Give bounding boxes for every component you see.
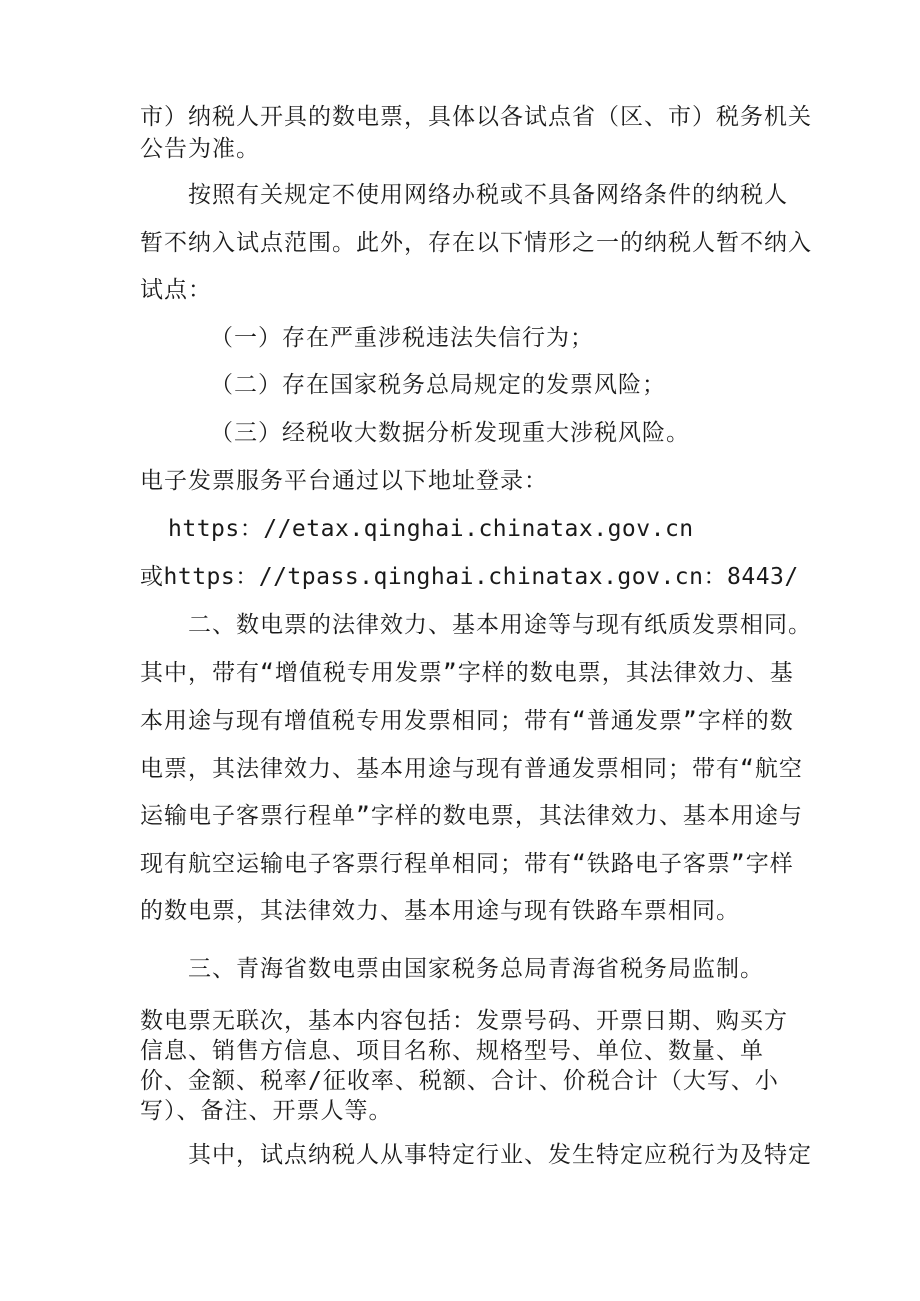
list-item: （三）经税收大数据分析发现重大涉税风险。 xyxy=(210,420,690,446)
text-line: 试点： xyxy=(140,277,212,303)
text-line: 公告为准。 xyxy=(140,136,260,162)
paragraph-start-line: 按照有关规定不使用网络办税或不具备网络条件的纳税人 xyxy=(188,182,788,208)
list-item: （一）存在严重涉税违法失信行为； xyxy=(210,325,594,351)
text-line: 市）纳税人开具的数电票，具体以各试点省（区、市）税务机关 xyxy=(140,104,812,130)
text-line: 数电票无联次，基本内容包括：发票号码、开票日期、购买方 xyxy=(140,1008,788,1034)
text-line: 的数电票，其法律效力、基本用途与现有铁路车票相同。 xyxy=(140,898,740,924)
text-line: 电子发票服务平台通过以下地址登录： xyxy=(140,468,548,494)
text-line: 电票，其法律效力、基本用途与现有普通发票相同；带有“航空 xyxy=(140,756,803,782)
text-line: 信息、销售方信息、项目名称、规格型号、单位、数量、单 xyxy=(140,1038,764,1064)
text-line: 本用途与现有增值税专用发票相同；带有“普通发票”字样的数 xyxy=(140,708,794,734)
url-line: https：//etax.qinghai.chinatax.gov.cn xyxy=(168,516,694,542)
text-line: 运输电子客票行程单”字样的数电票，其法律效力、基本用途与 xyxy=(140,803,803,829)
text-line: 价、金额、税率/征收率、税额、合计、价税合计（大写、小 xyxy=(140,1068,779,1094)
text-line: 暂不纳入试点范围。此外，存在以下情形之一的纳税人暂不纳入 xyxy=(140,230,812,256)
url-line: 或https：//tpass.qinghai.chinatax.gov.cn：8443/ xyxy=(140,564,799,590)
paragraph-start-line: 其中，试点纳税人从事特定行业、发生特定应税行为及特定 xyxy=(188,1142,812,1168)
section-heading: 三、青海省数电票由国家税务总局青海省税务局监制。 xyxy=(188,956,764,982)
list-item: （二）存在国家税务总局规定的发票风险； xyxy=(210,372,666,398)
text-line: 其中，带有“增值税专用发票”字样的数电票，其法律效力、基 xyxy=(140,660,794,686)
section-heading: 二、数电票的法律效力、基本用途等与现有纸质发票相同。 xyxy=(188,612,812,638)
text-line: 现有航空运输电子客票行程单相同；带有“铁路电子客票”字样 xyxy=(140,851,794,877)
text-line: 写）、备注、开票人等。 xyxy=(140,1098,393,1124)
